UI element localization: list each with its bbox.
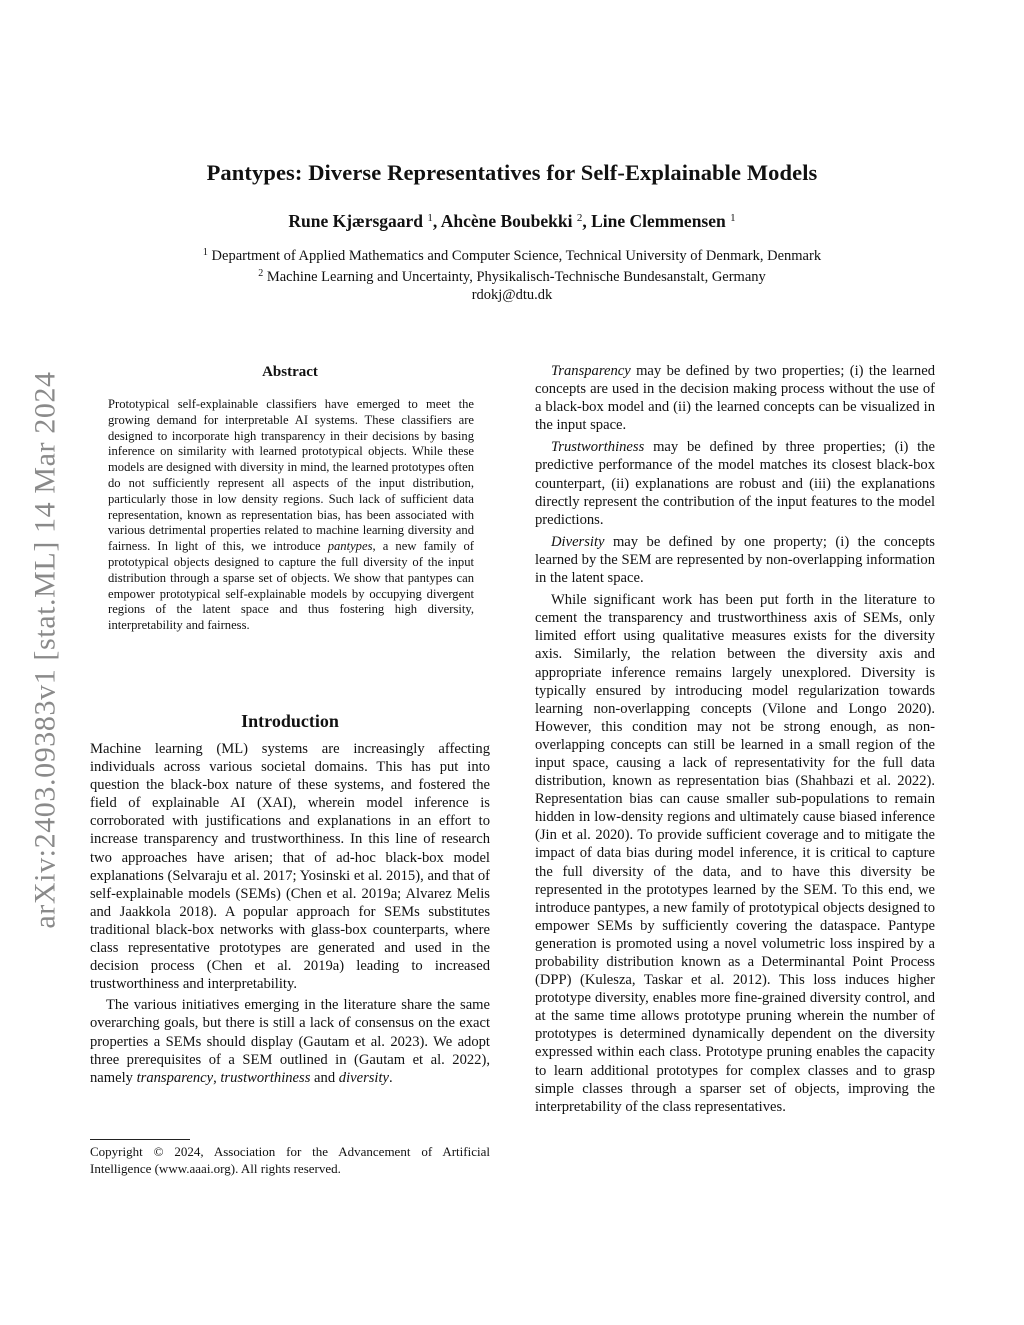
affiliation-1 — [0, 244, 1024, 265]
affil-mark: 2 — [258, 268, 264, 279]
footnote-rule — [90, 1139, 190, 1140]
term: Transparency — [551, 363, 631, 379]
author-affil-mark: 2 — [576, 212, 583, 224]
arxiv-id-text: arXiv:2403.09383v1 [stat.ML] 14 Mar 2024 — [29, 371, 63, 929]
punctuation: , — [213, 1069, 221, 1086]
introduction-heading: Introduction — [241, 711, 339, 731]
term: diversity — [338, 1069, 390, 1086]
conjunction: and — [310, 1069, 339, 1086]
paragraph-text: may be defined by three properties; (i) the predictive performance of the model matches its closest black-box counterpart, (ii) explanations are robust and (iii) the explanations directly represent the contribution of the input features to the model predictions. — [535, 439, 935, 528]
affil-text: Machine Learning and Uncertainty, Physikalisch-Technische Bundesanstalt, Germany — [266, 269, 766, 285]
right-column-body — [535, 362, 935, 1120]
paragraph — [90, 996, 490, 1086]
paragraph-text: may be defined by one property; (i) the concepts learned by the SEM are represented by non-overlapping information in the latent space. — [535, 533, 935, 587]
affiliations — [0, 244, 1024, 304]
paragraph: Machine learning (ML) systems are increasingly affecting individuals across various societal domains. This has put into question the black-box nature of these systems, and fostered the field of explainable AI (XAI), wherein model inference is corroborated with justifications and explanations in an effort to increase transparency and trustworthiness. In this line of research two approaches have arisen; that of ad-hoc black-box model explanations (Selvaraju et al. 2017; Yosinski et al. 2015), and that of self-explainable models (SEMs) (Chen et al. 2019a; Alvarez Melis and Jaakkola 2018). A popular approach for SEMs substitutes traditional black-box networks with glass-box counterparts, where class representative prototypes are generated and used in the decision process (Chen et al. 2019a) leading to increased trustworthiness and interpretability. — [90, 741, 490, 993]
abstract-body — [108, 397, 474, 634]
arxiv-side-identifier — [18, 340, 74, 960]
term: trustworthiness — [220, 1069, 311, 1086]
author-separator: , — [432, 211, 441, 231]
paragraph-text: may be defined by two properties; (i) the learned concepts are used in the decision making process without the use of a black-box model and (ii) the learned concepts can be visualized in the input space. — [535, 363, 935, 434]
affil-text: Department of Applied Mathematics and Computer Science, Technical University of Denmark, Denmark — [211, 248, 822, 264]
paragraph — [535, 533, 935, 587]
affil-mark: 1 — [202, 247, 208, 258]
term: Diversity — [551, 533, 605, 550]
abstract-term: pantypes — [327, 539, 373, 554]
punctuation: . — [389, 1069, 393, 1086]
author-name: Ahcène Boubekki — [440, 211, 573, 231]
author-name: Line Clemmensen — [591, 211, 726, 231]
author-affil-mark: 1 — [427, 212, 433, 224]
paper-title: Pantypes: Diverse Representatives for Self-Explainable Models — [206, 160, 818, 185]
contact-email: rdokj@dtu.dk — [471, 287, 553, 303]
author-separator: , — [582, 211, 592, 231]
term: transparency — [136, 1069, 214, 1086]
paragraph: While significant work has been put forth in the literature to cement the transparency and trustworthiness axis of SEMs, only limited effort using qualitative measures exists for the diversity axis. Similarly, the relation between the diversity axis and appropriate inference remains largely unexplored. Diversity is typically ensured by introducing model regularization towards learning non-overlapping concepts (Vilone and Longo 2020). However, this condition may not be strong enough, as non-overlapping concepts can still be learned in a small region of the input space, causing a lack of representativity for the full data distribution, known as representation bias (Shahbazi et al. 2022). Representation bias can cause smaller sub-populations to remain hidden in low-density regions and ultimately cause biased inference (Jin et al. 2020). To provide sufficient coverage and to mitigate the impact of data bias during model inference, it is critical to capture the full diversity of the data, and to have this diversity be represented in the prototypes learned by the SEM. To this end, we introduce pantypes, a new family of prototypical objects designed to empower SEMs by sufficiently covering the dataspace. Pantype generation is promoted using a novel volumetric loss inspired by a probability distribution known as a Determinantal Point Process (DPP) (Kulesza, Taskar et al. 2012). This loss induces higher prototype diversity, enables more fine-grained diversity control, and at the same time allows prototype pruning wherein the number of prototypes is determined dynamically dependent on the diversity expressed within each class. Prototype pruning enables the capacity to learn additional prototypes for complex classes and to grasp simple classes through a sparser set of objects, improving the interpretability of the class representatives. — [535, 592, 935, 1115]
abstract-text: Prototypical self-explainable classifiers have emerged to meet the growing demand for interpretable AI systems. These classifiers are designed to incorporate high transparency in their decisions by basing inference on similarity with learned prototypical objects. While these models are designed with diversity in mind, the learned prototypes often do not sufficiently represent all aspects of the input distribution, particularly those in low density regions. Such lack of sufficient data representation, known as representation bias, has been associated with various detrimental properties related to machine learning diversity and fairness. In light of this, we introduce — [108, 397, 474, 554]
affiliation-2 — [0, 265, 1024, 286]
abstract-text: , a new family of prototypical objects designed to capture the full diversity of the input distribution through a sparse set of objects. We show that pantypes can empower prototypical self-explainable models by occupying divergent regions of the latent space and thus fostering high diversity, interpretability and fairness. — [108, 539, 474, 633]
copyright-notice: Copyright © 2024, Association for the Advancement of Artificial Intelligence (www.aaai.org). All rights reserved. — [90, 1144, 490, 1176]
paragraph — [535, 438, 935, 528]
term: Trustworthiness — [551, 439, 645, 456]
author-name: Rune Kjærsgaard — [288, 211, 424, 231]
paragraph — [535, 362, 935, 434]
abstract-heading: Abstract — [262, 364, 318, 380]
author-affil-mark: 1 — [730, 212, 736, 224]
author-list — [0, 211, 1024, 232]
paragraph-text: The various initiatives emerging in the literature share the same overarching goals, but there is still a lack of consensus on the exact properties a SEMs should display (Gautam et al. 2023). We adopt three prerequisites of a SEM outlined in (Gautam et al. 2022), namely — [90, 997, 490, 1086]
introduction-body — [90, 740, 490, 1087]
